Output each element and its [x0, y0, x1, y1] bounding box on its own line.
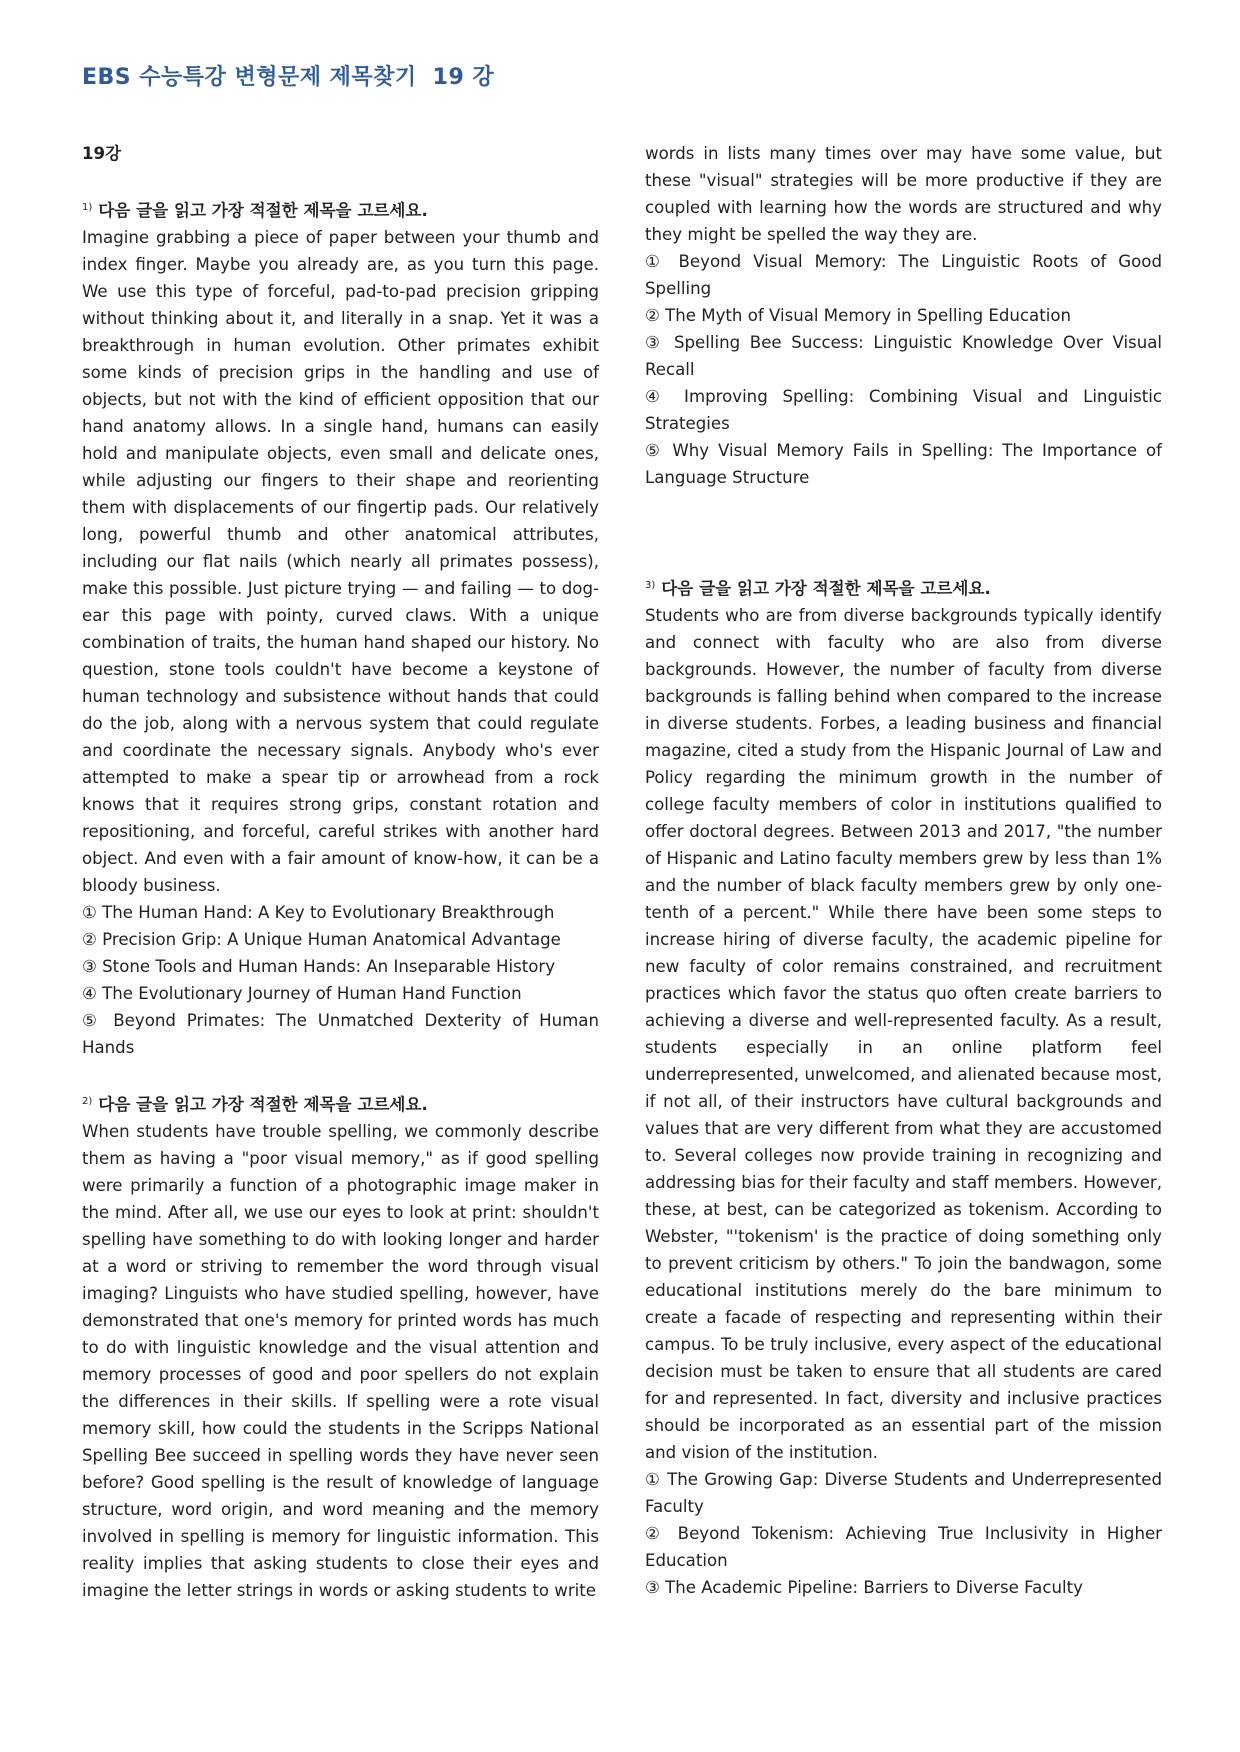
header-title: EBS 수능특강 변형문제 제목찾기	[82, 65, 417, 90]
header-lesson-number: 19 강	[432, 65, 495, 90]
option-2: ② Beyond Tokenism: Achieving True Inclusivity in Higher Education	[645, 1524, 1162, 1570]
left-column	[82, 140, 599, 1604]
question-passage: Students who are from diverse backgrounds typically identify and connect with faculty who are also from diverse backgrounds. However, the number of faculty from diverse backgrounds is falling behind when compared to the increase in diverse students. Forbes, a leading business and financial magazine, cited a study from the Hispanic Journal of Law and Policy regarding the minimum growth in the number of college faculty members of color in institutions qualified to offer doctoral degrees. Between 2013 and 2017, "the number of Hispanic and Latino faculty members grew by less than 1% and the number of black faculty members grew by only one-tenth of a percent." While there have been some steps to increase hiring of diverse faculty, the academic pipeline for new faculty of color remains constrained, and recruitment practices which favor the status quo often create barriers to achieving a diverse and well-represented faculty. As a result, students especially in an online platform feel underrepresented, unwelcomed, and alienated because most, if not all, of their instructors have cultural backgrounds and values that are very different from what they are accustomed to. Several colleges now provide training in recognizing and addressing bias for their faculty and staff members. However, these, at best, can be categorized as tokenism. According to Webster, "'tokenism' is the practice of doing something only to prevent criticism by others." To join the bandwagon, some educational institutions merely do the bare minimum to create a facade of respecting and representing within their campus. To be truly inclusive, every aspect of the educational decision must be taken to ensure that all students are cared for and represented. In fact, diversity and inclusive practices should be incorporated as an essential part of the mission and vision of the institution.	[645, 606, 1162, 1462]
page-header	[82, 60, 494, 91]
question-2-continued	[645, 140, 1162, 491]
right-column	[645, 140, 1162, 1601]
question-3	[645, 572, 1162, 1601]
option-2: ② The Myth of Visual Memory in Spelling Education	[645, 306, 1072, 325]
option-1: ① The Human Hand: A Key to Evolutionary Breakthrough	[82, 903, 555, 922]
option-2: ② Precision Grip: A Unique Human Anatomical Advantage	[82, 930, 561, 949]
question-number: 2)	[82, 1096, 93, 1107]
question-2	[82, 1088, 599, 1604]
question-number: 3)	[645, 580, 656, 591]
question-passage: When students have trouble spelling, we commonly describe them as having a "poor visual memory," as if good spelling were primarily a function of a photographic image maker in the mind. After all, we use our eyes to look at print: shouldn't spelling have something to do with looking longer and harder at a word or striving to remember the word through visual imaging? Linguists who have studied spelling, however, have demonstrated that one's memory for printed words has much to do with linguistic knowledge and the visual attention and memory processes of good and poor spellers do not explain the differences in their skills. If spelling were a rote visual memory skill, how could the students in the Scripps National Spelling Bee succeed in spelling words they have never seen before? Good spelling is the result of knowledge of language structure, word origin, and word meaning and the memory involved in spelling is memory for linguistic information. This reality implies that asking students to close their eyes and imagine the letter strings in words or asking students to write	[82, 1122, 599, 1600]
option-4: ④ Improving Spelling: Combining Visual and Linguistic Strategies	[645, 387, 1162, 433]
option-3: ③ Spelling Bee Success: Linguistic Knowledge Over Visual Recall	[645, 333, 1162, 379]
question-number: 1)	[82, 202, 93, 213]
question-prompt: $^{2)}$ 다음 글을 읽고 가장 적절한 제목을 고르세요.	[82, 1095, 428, 1114]
question-prompt: $^{3)}$ 다음 글을 읽고 가장 적절한 제목을 고르세요.	[645, 579, 991, 598]
option-5: ⑤ Why Visual Memory Fails in Spelling: The Importance of Language Structure	[645, 441, 1162, 487]
option-3: ③ The Academic Pipeline: Barriers to Diverse Faculty	[645, 1578, 1083, 1597]
option-5: ⑤ Beyond Primates: The Unmatched Dexterity of Human Hands	[82, 1011, 599, 1057]
question-passage-continued: words in lists many times over may have some value, but these "visual" strategies will be more productive if they are coupled with learning how the words are structured and why they might be spelled the way they are.	[645, 144, 1162, 244]
lesson-label: 19강	[82, 144, 122, 163]
option-3: ③ Stone Tools and Human Hands: An Inseparable History	[82, 957, 556, 976]
question-prompt: $^{1)}$ 다음 글을 읽고 가장 적절한 제목을 고르세요.	[82, 201, 428, 220]
option-4: ④ The Evolutionary Journey of Human Hand Function	[82, 984, 522, 1003]
question-passage: Imagine grabbing a piece of paper between your thumb and index finger. Maybe you already are, as you turn this page. We use this type of forceful, pad-to-pad precision gripping without thinking about it, and literally in a snap. Yet it was a breakthrough in human evolution. Other primates exhibit some kinds of precision grips in the handling and use of objects, but not with the kind of efficient opposition that our hand anatomy allows. In a single hand, humans can easily hold and manipulate objects, even small and delicate ones, while adjusting our fingers to their shape and reorienting them with displacements of our fingertip pads. Our relatively long, powerful thumb and other anatomical attributes, including our flat nails (which nearly all primates possess), make this possible. Just picture trying — and failing — to dog-ear this page with pointy, curved claws. With a unique combination of traits, the human hand shaped our history. No question, stone tools couldn't have become a keystone of human technology and subsistence without hands that could do the job, along with a nervous system that could regulate and coordinate the necessary signals. Anybody who's ever attempted to make a spear tip or arrowhead from a rock knows that it requires strong grips, constant rotation and repositioning, and forceful, careful strikes with another hard object. And even with a fair amount of know-how, it can be a bloody business.	[82, 228, 599, 895]
question-1	[82, 194, 599, 1061]
option-1: ① Beyond Visual Memory: The Linguistic Roots of Good Spelling	[645, 252, 1162, 298]
option-1: ① The Growing Gap: Diverse Students and Underrepresented Faculty	[645, 1470, 1162, 1516]
